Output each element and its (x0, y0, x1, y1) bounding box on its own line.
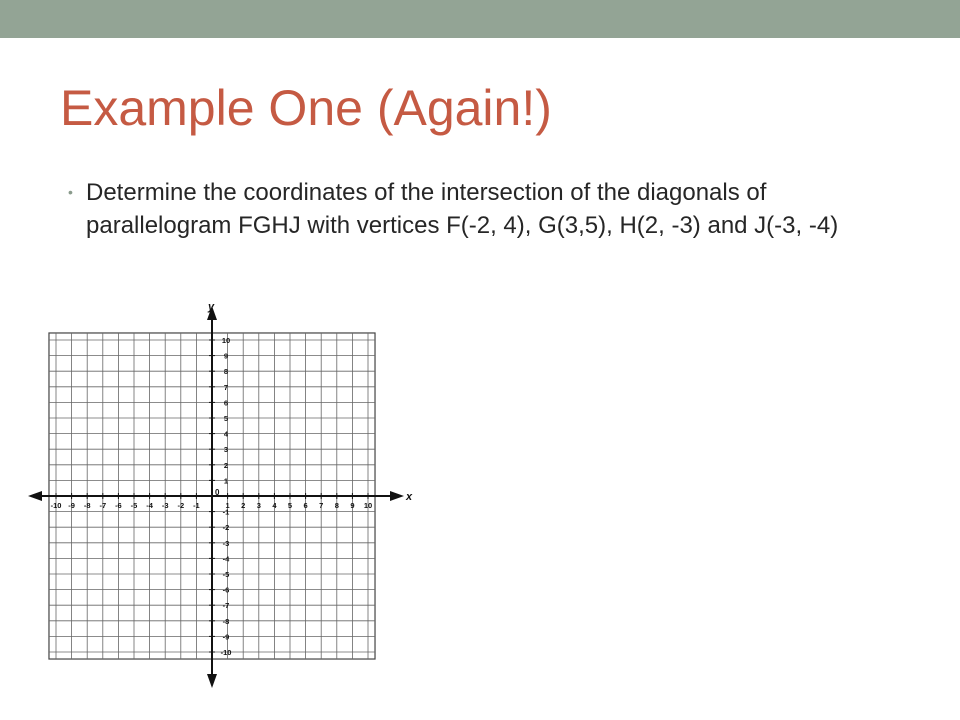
bullet-item (68, 176, 888, 242)
x-tick-label: 10 (363, 501, 373, 510)
axes (28, 306, 404, 688)
x-tick-label: 7 (319, 501, 324, 510)
y-axis-label: y (208, 301, 215, 313)
x-tick-label: 4 (272, 501, 277, 510)
origin-label: 0 (215, 488, 220, 497)
y-tick-label: -10 (220, 648, 232, 657)
x-tick-label: -5 (130, 501, 138, 510)
coordinate-grid (20, 296, 420, 696)
y-tick-label: 10 (221, 336, 231, 345)
x-tick-label: 8 (334, 501, 339, 510)
y-tick-label: -2 (222, 523, 230, 533)
x-tick-label: -10 (50, 501, 62, 510)
y-tick-label: -7 (222, 601, 230, 611)
y-axis-down-arrow-icon (207, 674, 217, 688)
y-tick-label: 7 (223, 382, 229, 392)
x-tick-label: 1 (225, 501, 230, 510)
x-tick-label: -4 (146, 501, 153, 510)
y-tick-label: 8 (223, 367, 229, 377)
x-tick-label: -9 (68, 501, 75, 510)
x-tick-label: 9 (350, 501, 355, 510)
y-tick-label: 4 (223, 429, 229, 439)
x-tick-label: -8 (83, 501, 91, 510)
slide-title: Example One (Again!) (60, 80, 552, 136)
x-tick-label: -3 (161, 501, 169, 510)
y-tick-label: -6 (222, 585, 230, 595)
x-tick-label: 3 (256, 501, 261, 510)
x-axis-label: x (406, 491, 413, 503)
y-tick-label: 5 (223, 414, 229, 423)
x-tick-label: -6 (115, 501, 122, 510)
x-tick-label: 5 (287, 501, 293, 510)
y-tick-label: -5 (222, 570, 230, 579)
y-tick-label: 6 (223, 398, 229, 408)
x-axis-left-arrow-icon (28, 491, 42, 501)
x-tick-label: -7 (99, 501, 107, 510)
x-axis-right-arrow-icon (390, 491, 404, 501)
y-tick-label: 9 (223, 351, 229, 361)
y-tick-label: 1 (223, 476, 229, 486)
y-tick-label: -4 (222, 554, 230, 564)
y-tick-label: -1 (222, 507, 230, 517)
y-tick-label: 3 (223, 445, 229, 455)
x-tick-label: 6 (303, 501, 308, 510)
x-tick-label: -1 (193, 501, 200, 510)
bullet-icon: • (68, 184, 73, 200)
y-tick-label: -8 (222, 616, 230, 626)
y-tick-label: 2 (223, 460, 229, 470)
bullet-text: Determine the coordinates of the intersection of the diagonals of parallelogram FGHJ with vertices F(-2, 4), G(3,5), H(2, -3) and J(-3, -4) (86, 179, 839, 239)
top-accent-bar (0, 0, 960, 38)
x-tick-label: -2 (177, 501, 185, 510)
x-tick-label: 2 (241, 501, 246, 510)
y-tick-label: -9 (222, 632, 230, 642)
y-tick-label: -3 (222, 538, 230, 548)
